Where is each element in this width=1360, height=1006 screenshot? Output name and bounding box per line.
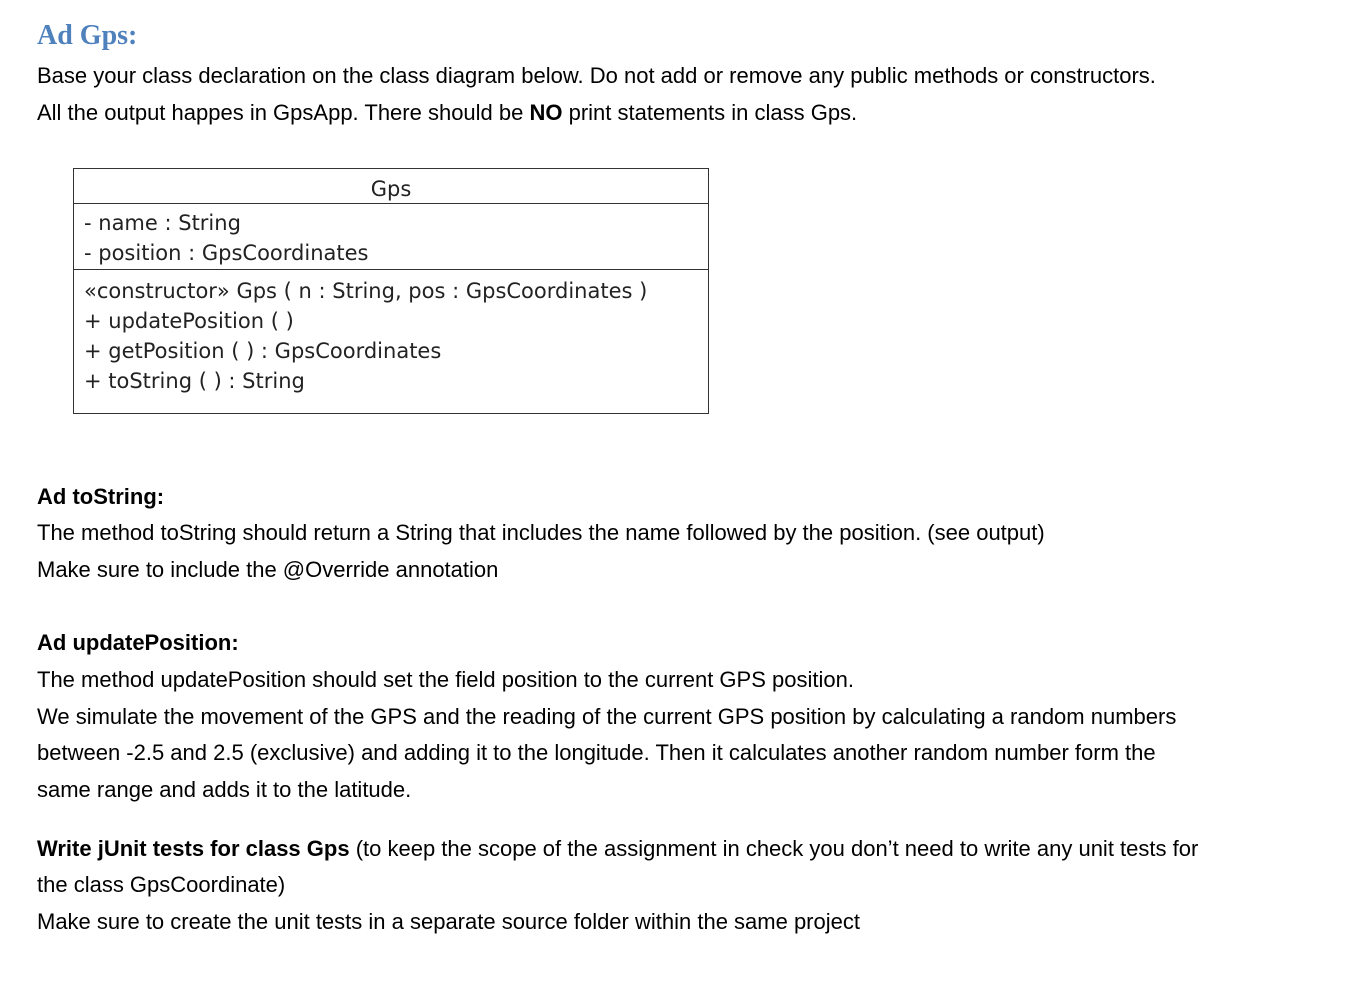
uml-method-update-position: + updatePosition ( ): [84, 309, 294, 333]
update-line-3: between -2.5 and 2.5 (exclusive) and adding it to the longitude. Then it calculates another random number form the: [37, 740, 1156, 765]
update-line-4: same range and adds it to the latitude.: [37, 777, 412, 802]
uml-method-to-string: + toString ( ) : String: [84, 369, 305, 393]
gps-section-heading: Ad Gps:: [37, 20, 138, 51]
gps-instruction-line-2: [37, 99, 857, 127]
gps-instruction-line-1: Base your class declaration on the class diagram below. Do not add or remove any public methods or constructors.: [37, 63, 1156, 88]
update-section-heading: Ad updatePosition:: [37, 630, 239, 655]
junit-line-2: the class GpsCoordinate): [37, 872, 286, 897]
gps-instruction-line-2-pre: All the output happes in GpsApp. There should be: [37, 100, 530, 125]
gps-instruction-no-emphasis: NO: [529, 100, 563, 125]
uml-method-constructor: «constructor» Gps ( n : String, pos : GpsCoordinates ): [84, 279, 648, 303]
junit-line-1-rest: (to keep the scope of the assignment in check you don’t need to write any unit tests for: [349, 836, 1199, 861]
uml-methods-compartment: [74, 270, 708, 396]
junit-line-3: Make sure to create the unit tests in a separate source folder within the same project: [37, 909, 860, 934]
uml-class-diagram: [73, 168, 709, 414]
tostring-line-2: Make sure to include the @Override annotation: [37, 557, 499, 582]
tostring-line-1: The method toString should return a String that includes the name followed by the position. (see output): [37, 520, 1045, 545]
uml-attribute-position: - position : GpsCoordinates: [84, 241, 369, 265]
gps-instruction-line-2-post: print statements in class Gps.: [562, 100, 858, 125]
tostring-section-heading: Ad toString:: [37, 484, 165, 509]
uml-attributes-compartment: [74, 204, 708, 270]
update-line-1: The method updatePosition should set the field position to the current GPS position.: [37, 667, 854, 692]
junit-heading: Write jUnit tests for class Gps: [37, 836, 350, 861]
junit-line-1: [37, 835, 1198, 863]
uml-attribute-name: - name : String: [84, 211, 241, 235]
uml-method-get-position: + getPosition ( ) : GpsCoordinates: [84, 339, 442, 363]
update-line-2: We simulate the movement of the GPS and the reading of the current GPS position by calculating a random numbers: [37, 704, 1177, 729]
uml-class-name: Gps: [74, 169, 708, 204]
